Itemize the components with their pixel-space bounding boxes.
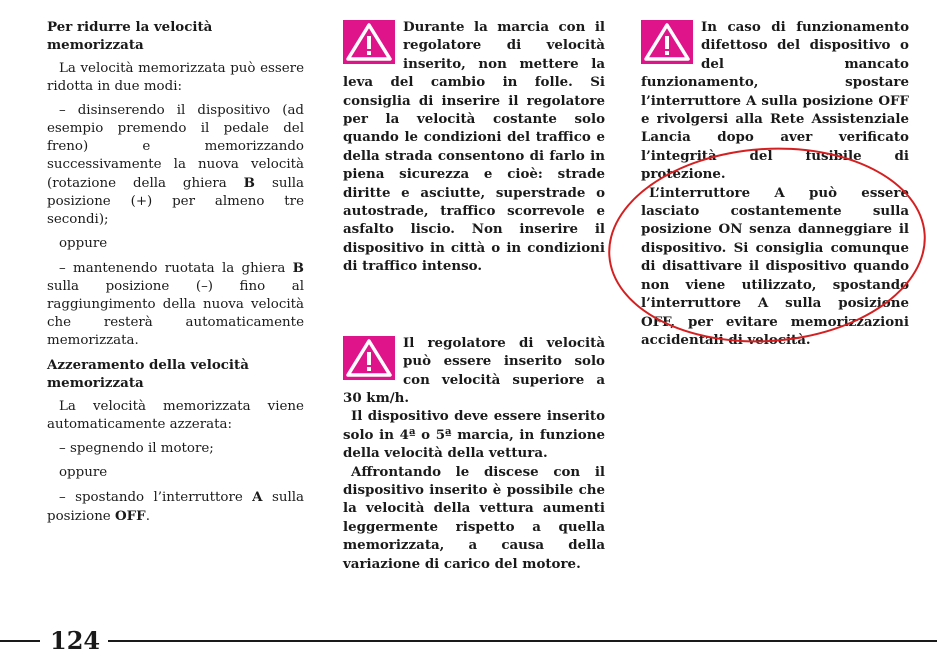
column-right — [641, 18, 909, 349]
paragraph-disengage: – disinserendo il dispositivo (ad esempio premendo il pedale del freno) e memorizzando successivamente la nuova velocità (rotazione della ghiera B sulla posizione (+) per almeno tre secondi); — [47, 103, 304, 227]
warning-box-3 — [641, 18, 909, 349]
warning-text-1: Durante la marcia con il regolatore di velocità inserito, non mettere la leva del cambio in folle. Si consiglia di inserire il regolatore per la velocità costante solo quando le condizioni del traffico e della strada consentono di farlo in piena sicurezza e cioè: strade diritte e asciutte, superstrade o autostrade, traffico scorrevole e asfalto liscio. Non inserire il dispositivo in città o in condizioni di traffico intenso. — [343, 19, 605, 275]
paragraph-auto-reset: La velocità memorizzata viene automaticamente azzerata: — [47, 399, 304, 432]
warning-box-2 — [343, 334, 605, 573]
paragraph-keep-turned: – mantenendo ruotata la ghiera B sulla posizione (–) fino al raggiungimento della nuova velocità che resterà automaticamente memorizzata. — [47, 260, 304, 348]
heading-reduce-speed: Per ridurre la velocità memorizzata — [47, 19, 213, 53]
warning-triangle-icon — [641, 20, 693, 64]
warning-text-2: Il regolatore di velocità può essere inserito solo con velocità superiore a 30 km/h. — [343, 334, 605, 406]
footer-rule-left — [0, 640, 40, 642]
page-number: 124 — [50, 626, 101, 655]
warning-box-1 — [343, 18, 605, 276]
warning-text-2-descent: Affrontando le discese con il dispositivo inserito è possibile che la velocità della vettura aumenti leggermente rispetto a quella memorizzata, a causa della variazione di carico del motore. — [343, 463, 605, 572]
warning-triangle-icon — [343, 336, 395, 380]
footer-rule-right — [108, 640, 937, 642]
paragraph-two-ways: La velocità memorizzata può essere ridotta in due modi: — [47, 61, 304, 94]
paragraph-or-2: oppure — [59, 465, 108, 480]
column-middle — [343, 18, 605, 573]
heading-reset-speed: Azzeramento della velocità memorizzata — [47, 357, 249, 391]
warning-text-2-gear: Il dispositivo deve essere inserito solo in 4ª o 5ª marcia, in funzione della velocità della vettura. — [343, 408, 605, 462]
paragraph-or-1: oppure — [59, 236, 108, 251]
warning-text-3: In caso di funzionamento difettoso del dispositivo o del mancato funzionamento, spostare l’interruttore A sulla posizione OFF e rivolgersi alla Rete Assistenziale Lancia dopo aver verificato l’integrità del fusibile di protezione. — [641, 19, 909, 183]
column-left — [47, 18, 304, 532]
paragraph-engine-off: – spegnendo il motore; — [59, 441, 214, 456]
paragraph-switch-off: – spostando l’interruttore A sulla posizione OFF. — [47, 489, 304, 524]
warning-triangle-icon — [343, 20, 395, 64]
warning-text-3-switch: L’interruttore A può essere lasciato costantemente sulla posizione ON senza danneggiare il dispositivo. Si consiglia comunque di disattivare il dispositivo quando non viene utilizzato, spostando l’interruttore A sulla posizione OFF, per evitare memorizzazioni accidentali di velocità. — [641, 184, 909, 348]
